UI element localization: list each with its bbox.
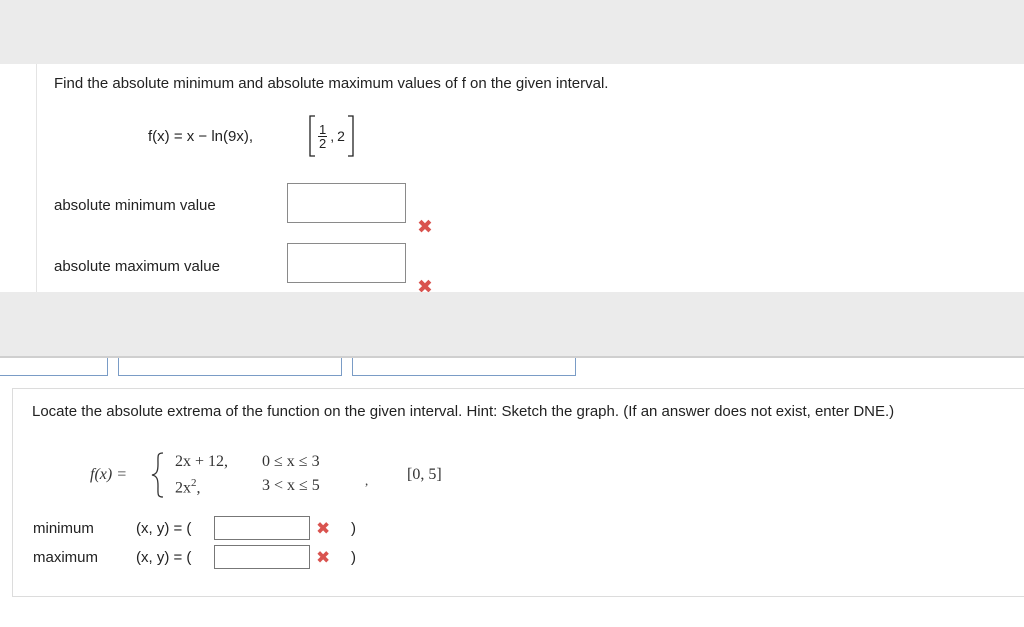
separator-band [0,292,1024,356]
incorrect-icon: ✖ [316,548,331,567]
piecewise-comma: , [365,473,369,488]
question-2-prompt: Locate the absolute extrema of the function on the given interval. Hint: Sketch the graph. (If an answer does not exist, enter DNE.) [32,403,895,420]
incorrect-icon: ✖ [417,278,433,292]
question-2-interval: [0, 5] [407,466,442,483]
case-2-comma: , [196,479,201,497]
left-brace-icon [150,452,166,498]
minimum-pair-prefix: (x, y) = ( [136,520,192,537]
incorrect-icon: ✖ [417,217,433,238]
maximum-label: maximum [33,549,99,566]
case-2-base: 2x [175,479,191,497]
question-1-function: f(x) = x − ln(9x), [148,128,254,145]
top-band [0,0,1024,64]
case-2-expression [175,477,201,497]
case-1-condition: 0 ≤ x ≤ 3 [262,453,320,470]
minimum-label: minimum [33,520,94,537]
case-2-exponent: 2 [191,477,197,489]
abs-min-label: absolute minimum value [54,197,216,214]
tab-button-3[interactable] [352,358,576,376]
interval-numerator: 1 [319,121,327,137]
maximum-pair-prefix: (x, y) = ( [136,549,192,566]
question-1-interval [308,115,355,157]
abs-min-input[interactable] [287,183,406,223]
tab-button-1[interactable] [0,358,108,376]
interval-denominator: 2 [319,135,327,151]
maximum-input[interactable] [214,545,310,569]
interval-end: 2 [337,128,345,144]
minimum-pair-suffix: ) [351,520,356,537]
question-1-prompt: Find the absolute minimum and absolute maximum values of f on the given interval. [54,75,609,92]
abs-max-label: absolute maximum value [54,258,220,275]
tab-button-2[interactable] [118,358,342,376]
maximum-pair-suffix: ) [351,549,356,566]
case-1-expression: 2x + 12, [175,453,229,470]
case-2-condition: 3 < x ≤ 5 [262,477,320,494]
right-bracket-icon [347,115,355,157]
interval-fraction [318,123,327,150]
abs-max-input[interactable] [287,243,406,283]
minimum-input[interactable] [214,516,310,540]
piecewise-f-label: f(x) = [90,466,127,483]
left-bracket-icon [308,115,316,157]
interval-comma: , [330,128,335,144]
incorrect-icon: ✖ [316,519,331,538]
